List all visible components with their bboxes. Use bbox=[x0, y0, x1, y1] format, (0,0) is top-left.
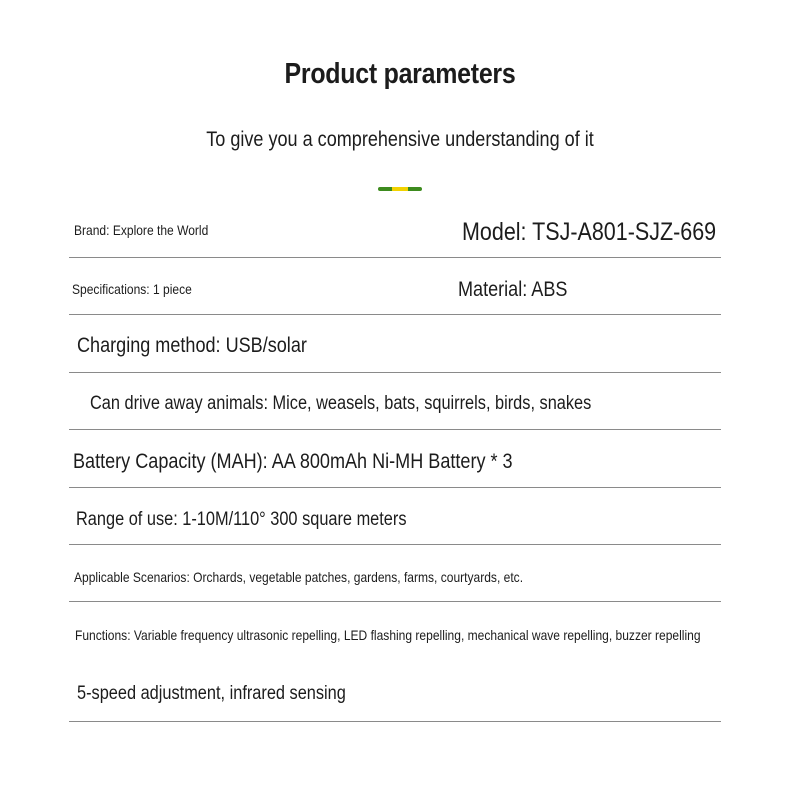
accent-divider-bar bbox=[378, 187, 422, 191]
range-of-use-text: Range of use: 1-10M/110° 300 square meters bbox=[76, 509, 407, 530]
row-divider bbox=[69, 314, 721, 315]
applicable-scenarios-text: Applicable Scenarios: Orchards, vegetable patches, gardens, farms, courtyards, etc. bbox=[74, 569, 524, 585]
model-text: Model: TSJ-A801-SJZ-669 bbox=[462, 218, 717, 246]
row-divider bbox=[69, 372, 721, 373]
material-text: Material: ABS bbox=[458, 278, 568, 301]
adjustment-sensing-text: 5-speed adjustment, infrared sensing bbox=[77, 683, 346, 704]
row-divider bbox=[69, 257, 721, 258]
page-subtitle: To give you a comprehensive understanding of it bbox=[206, 128, 594, 151]
battery-capacity-text: Battery Capacity (MAH): AA 800mAh Ni-MH Battery * 3 bbox=[73, 450, 513, 473]
brand-text: Brand: Explore the World bbox=[74, 222, 209, 238]
row-divider bbox=[69, 601, 721, 602]
row-divider bbox=[69, 487, 721, 488]
target-animals-text: Can drive away animals: Mice, weasels, bats, squirrels, birds, snakes bbox=[90, 393, 592, 414]
row-divider bbox=[69, 429, 721, 430]
row-divider bbox=[69, 544, 721, 545]
specifications-text: Specifications: 1 piece bbox=[72, 281, 192, 297]
row-divider bbox=[69, 721, 721, 722]
page-title: Product parameters bbox=[284, 58, 516, 90]
functions-text: Functions: Variable frequency ultrasonic repelling, LED flashing repelling, mechanical wave repelling, buzzer repelling bbox=[75, 627, 701, 643]
charging-method-text: Charging method: USB/solar bbox=[77, 334, 307, 357]
